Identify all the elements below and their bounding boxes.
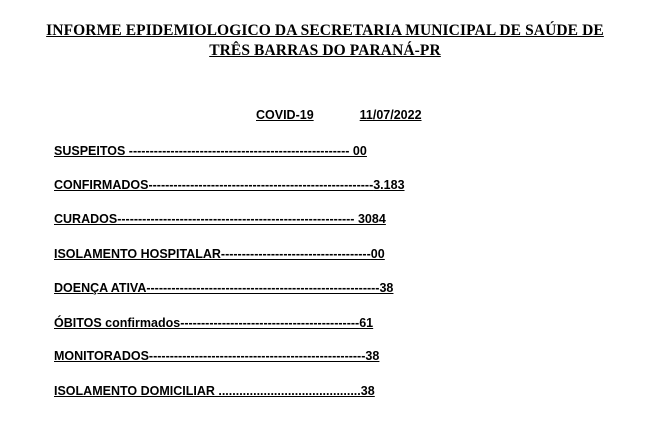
stat-label: SUSPEITOS (54, 144, 126, 158)
stat-label: DOENÇA ATIVA (54, 281, 147, 295)
stat-row-isolamento-domiciliar (54, 383, 375, 399)
stat-row-monitorados (54, 348, 379, 364)
stat-label: CURADOS (54, 212, 118, 226)
stat-value: 61 (359, 316, 374, 330)
stat-label: ÓBITOS confirmados (54, 316, 181, 330)
stat-leader: ------------------------------------------------------ (148, 178, 374, 192)
stat-leader: ......................................... (214, 384, 361, 398)
stat-value: 38 (360, 384, 375, 398)
stat-label: MONITORADOS (54, 349, 149, 363)
stat-row-suspeitos (54, 143, 367, 159)
stat-row-doenca-ativa (54, 280, 393, 296)
stat-value: 38 (379, 281, 394, 295)
stat-leader: ----------------------------------------------------- (125, 144, 350, 158)
stat-leader: ------------------------------------------- (180, 316, 360, 330)
stat-row-isolamento-hospitalar (54, 246, 385, 262)
stat-value: 38 (365, 349, 380, 363)
stat-value: 00 (370, 247, 385, 261)
stat-label: ISOLAMENTO DOMICILIAR (54, 384, 215, 398)
stat-leader: ------------------------------------ (220, 247, 371, 261)
stat-label: CONFIRMADOS (54, 178, 149, 192)
stat-leader: -------------------------------------------------------- (146, 281, 380, 295)
report-title-line-1: INFORME EPIDEMIOLOGICO DA SECRETARIA MUNICIPAL DE SAÚDE DE (46, 22, 604, 39)
disease-name: COVID-19 (256, 108, 314, 122)
stat-row-confirmados (54, 177, 405, 193)
stat-leader: ---------------------------------------------------- (148, 349, 366, 363)
report-subheading (256, 107, 422, 123)
report-date: 11/07/2022 (359, 108, 422, 122)
stat-value: 00 (349, 144, 367, 158)
stat-row-obitos (54, 315, 373, 331)
stat-leader: --------------------------------------------------------- (117, 212, 355, 226)
stat-label: ISOLAMENTO HOSPITALAR (54, 247, 221, 261)
report-title-line-2: TRÊS BARRAS DO PARANÁ-PR (209, 42, 441, 59)
stat-value: 3.183 (373, 178, 405, 192)
stat-value: 3084 (354, 212, 386, 226)
stat-row-curados (54, 211, 386, 227)
